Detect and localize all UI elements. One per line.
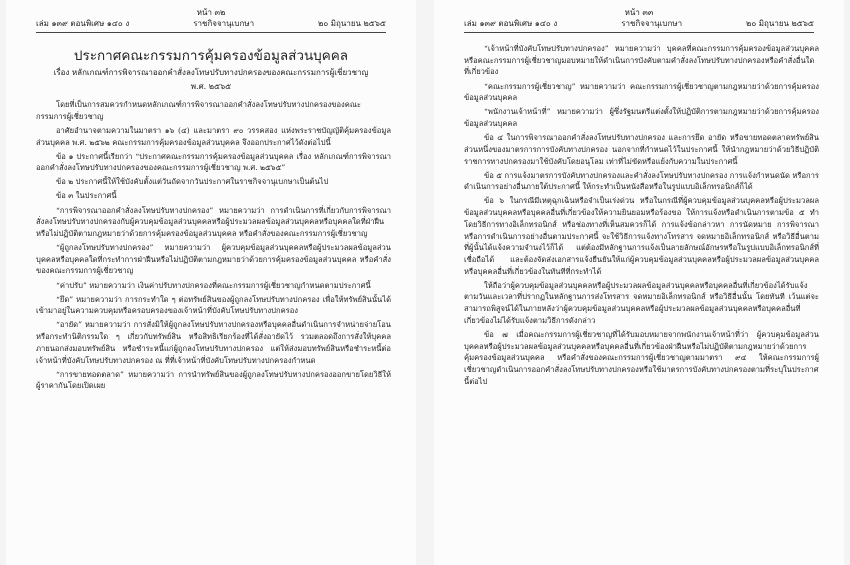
paragraph: “ผู้ถูกลงโทษปรับทางปกครอง” หมายความว่า ผู้ควบคุมข้อมูลส่วนบุคคลหรือผู้ประมวลผลข้อมูลส่วนบุคคลหรือบุคคลใดที่กระทำการฝ่าฝืนหรือไม่ปฏิบัติตามกฎหมายว่าด้วยการคุ้มครองข้อมูลส่วนบุคคล หรือคำสั่งของคณะกรรมการผู้เชี่ยวชาญ bbox=[36, 243, 391, 276]
gazette-header bbox=[36, 17, 386, 33]
paragraph: ให้ถือว่าผู้ควบคุมข้อมูลส่วนบุคคลหรือผู้ประมวลผลข้อมูลส่วนบุคคลหรือบุคคลอื่นที่เกี่ยวข้องได้รับแจ้งตามวันและเวลาที่ปรากฏในหลักฐานการส่งโทรสาร จดหมายอิเล็กทรอนิกส์ หรือวิธีอื่นนั้น โดยทันที เว้นแต่จะสามารถพิสูจน์ได้ในภายหลังว่าผู้ควบคุมข้อมูลส่วนบุคคลหรือผู้ประมวลผลข้อมูลส่วนบุคคลหรือบุคคลอื่นที่เกี่ยวข้องไม่ได้รับแจ้งตามวิธีการดังกล่าว bbox=[464, 280, 819, 325]
paragraph: อาศัยอำนาจตามความในมาตรา ๑๖ (๔) และมาตรา ๙๐ วรรคสอง แห่งพระราชบัญญัติคุ้มครองข้อมูลส่วนบุคคล พ.ศ. ๒๕๖๒ คณะกรรมการคุ้มครองข้อมูลส่วนบุคคล จึงออกประกาศไว้ดังต่อไปนี้ bbox=[36, 125, 391, 147]
paragraph: “การพิจารณาออกคำสั่งลงโทษปรับทางปกครอง” หมายความว่า การดำเนินการที่เกี่ยวกับการพิจารณาสั่งลงโทษปรับทางปกครองกับผู้ควบคุมข้อมูลส่วนบุคคลหรือผู้ประมวลผลข้อมูลส่วนบุคคลหรือบุคคลใดที่ฝ่าฝืนหรือไม่ปฏิบัติตามกฎหมายว่าด้วยการคุ้มครองข้อมูลส่วนบุคคล หรือคำสั่งของคณะกรรมการผู้เชี่ยวชาญ bbox=[36, 205, 391, 238]
paragraph: “ค่าปรับ” หมายความว่า เงินค่าปรับทางปกครองที่คณะกรรมการผู้เชี่ยวชาญกำหนดตามประกาศนี้ bbox=[56, 280, 371, 290]
paragraph: “การขายทอดตลาด” หมายความว่า การนำทรัพย์สินของผู้ถูกลงโทษปรับทางปกครองออกขายโดยวิธีให้ผู้ราคากันโดยเปิดเผย bbox=[36, 369, 391, 391]
announcement-year: พ.ศ. ๒๕๖๕ bbox=[190, 82, 232, 91]
publish-date: ๒๐ มิถุนายน ๒๕๖๕ bbox=[318, 19, 386, 28]
left-body bbox=[36, 99, 391, 394]
gazette-name: ราชกิจจานุเบกษา bbox=[193, 19, 255, 28]
gazette-header bbox=[464, 17, 814, 33]
gazette-name: ราชกิจจานุเบกษา bbox=[621, 19, 683, 28]
paragraph: ข้อ ๗ เมื่อคณะกรรมการผู้เชี่ยวชาญที่ได้รับมอบหมายจากพนักงานเจ้าหน้าที่ว่า ผู้ควบคุมข้อมูลส่วนบุคคลหรือผู้ประมวลผลข้อมูลส่วนบุคคลหรือบุคคลอื่นที่เกี่ยวข้องฝ่าฝืนหรือไม่ปฏิบัติตามกฎหมายว่าด้วยการคุ้มครองข้อมูลส่วนบุคคล หรือคำสั่งของคณะกรรมการผู้เชี่ยวชาญตามมาตรา ๙๔ ให้คณะกรรมการผู้เชี่ยวชาญดำเนินการออกคำสั่งลงโทษปรับทางปกครองหรือใช้มาตรการบังคับทางปกครองตามที่ระบุในประกาศนี้ต่อไป bbox=[464, 329, 819, 386]
page-number: หน้า ๓๒ bbox=[196, 8, 226, 17]
right-page bbox=[434, 0, 844, 565]
right-body bbox=[464, 43, 819, 390]
page-number: หน้า ๓๓ bbox=[624, 8, 654, 17]
paragraph: ข้อ ๑ ประกาศนี้เรียกว่า “ประกาศคณะกรรมการคุ้มครองข้อมูลส่วนบุคคล เรื่อง หลักเกณฑ์การพิจารณาออกคำสั่งลงโทษปรับทางปกครองของคณะกรรมการผู้เชี่ยวชาญ พ.ศ. ๒๕๖๕” bbox=[36, 151, 391, 173]
announcement-subject: เรื่อง หลักเกณฑ์การพิจารณาออกคำสั่งลงโทษปรับทางปกครองของคณะกรรมการผู้เชี่ยวชาญ bbox=[53, 68, 369, 77]
paragraph: ข้อ ๔ ในการพิจารณาออกคำสั่งลงโทษปรับทางปกครอง และการยึด อายัด หรือขายทอดตลาดทรัพย์สินส่วนหนึ่งของมาตรการการบังคับทางปกครอง นอกจากที่กำหนดไว้ในประกาศนี้ ให้นำกฎหมายว่าด้วยวิธีปฏิบัติราชการทางปกครองมาใช้บังคับโดยอนุโลม เท่าที่ไม่ขัดหรือแย้งกับความในประกาศนี้ bbox=[464, 133, 819, 166]
paragraph: “เจ้าหน้าที่บังคับโทษปรับทางปกครอง” หมายความว่า บุคคลที่คณะกรรมการคุ้มครองข้อมูลส่วนบุคคลหรือคณะกรรมการผู้เชี่ยวชาญมอบหมายให้ดำเนินการบังคับตามคำสั่งลงโทษปรับทางปกครองหรือคำสั่งอื่นใดที่เกี่ยวข้อง bbox=[464, 44, 819, 77]
paragraph: “อายัด” หมายความว่า การสั่งมิให้ผู้ถูกลงโทษปรับทางปกครองหรือบุคคลอื่นดำเนินการจำหน่ายจ่ายโอนหรือกระทำนิติกรรมใด ๆ เกี่ยวกับทรัพย์สิน หรือสิทธิเรียกร้องที่ได้สั่งอายัดไว้ รวมตลอดถึงการสั่งให้บุคคลภายนอกส่งมอบทรัพย์สิน หรือชำระหนี้แก่ผู้ถูกลงโทษปรับทางปกครอง แต่ให้ส่งมอบทรัพย์สินหรือชำระหนี้ต่อเจ้าหน้าที่บังคับโทษปรับทางปกครอง ณ ที่ที่เจ้าหน้าที่บังคับโทษปรับทางปกครองกำหนด bbox=[36, 320, 391, 365]
paragraph: ข้อ ๖ ในกรณีมีเหตุฉุกเฉินหรือจำเป็นเร่งด่วน หรือในกรณีที่ผู้ควบคุมข้อมูลส่วนบุคคลหรือผู้ประมวลผลข้อมูลส่วนบุคคลหรือบุคคลอื่นที่เกี่ยวข้องให้ความยินยอมหรือร้องขอ ให้การแจ้งหรือดำเนินการตามข้อ ๕ ทำโดยวิธีการทางอิเล็กทรอนิกส์ หรือช่องทางที่เห็นสมควรก็ได้ การแจ้งข้อกล่าวหา การนัดหมาย การพิจารณา หรือการดำเนินการอย่างอื่นตามประกาศนี้ จะใช้วิธีการแจ้งทางโทรสาร จดหมายอิเล็กทรอนิกส์ หรือวิธีอื่นตามที่ผู้นั้นได้แจ้งความจำนงไว้ก็ได้ แต่ต้องมีหลักฐานการแจ้งเป็นลายลักษณ์อักษรหรือในรูปแบบอิเล็กทรอนิกส์ที่เชื่อถือได้ และต้องจัดส่งเอกสารแจ้งยืนยันให้แก่ผู้ควบคุมข้อมูลส่วนบุคคลหรือผู้ประมวลผลข้อมูลส่วนบุคคลหรือบุคคลอื่นที่เกี่ยวข้องในทันทีที่กระทำได้ bbox=[464, 196, 819, 276]
publish-date: ๒๐ มิถุนายน ๒๕๖๕ bbox=[746, 19, 814, 28]
volume-info: เล่ม ๑๓๙ ตอนพิเศษ ๑๔๐ ง bbox=[464, 19, 558, 28]
paragraph: โดยที่เป็นการสมควรกำหนดหลักเกณฑ์การพิจารณาออกคำสั่งลงโทษปรับทางปกครองของคณะกรรมการผู้เชี่ยวชาญ bbox=[36, 100, 361, 121]
volume-info: เล่ม ๑๓๙ ตอนพิเศษ ๑๔๐ ง bbox=[36, 19, 130, 28]
paragraph: “ยึด” หมายความว่า การกระทำใด ๆ ต่อทรัพย์สินของผู้ถูกลงโทษปรับทางปกครอง เพื่อให้ทรัพย์สินนั้นได้เข้ามาอยู่ในความควบคุมหรือครอบครองของเจ้าหน้าที่บังคับโทษปรับทางปกครอง bbox=[36, 294, 391, 316]
announcement-title: ประกาศคณะกรรมการคุ้มครองข้อมูลส่วนบุคคล bbox=[73, 48, 349, 64]
paragraph: ข้อ ๕ การแจ้งมาตรการบังคับทางปกครองและคำสั่งลงโทษปรับทางปกครอง การแจ้งกำหนดนัด หรือการดำเนินการอย่างอื่นภายใต้ประกาศนี้ ให้กระทำเป็นหนังสือหรือในรูปแบบอิเล็กทรอนิกส์ก็ได้ bbox=[464, 170, 819, 192]
paragraph: ข้อ ๓ ในประกาศนี้ bbox=[56, 191, 117, 201]
paragraph: “พนักงานเจ้าหน้าที่” หมายความว่า ผู้ซึ่งรัฐมนตรีแต่งตั้งให้ปฏิบัติการตามกฎหมายว่าด้วยการคุ้มครองข้อมูลส่วนบุคคล bbox=[464, 107, 819, 128]
paragraph: “คณะกรรมการผู้เชี่ยวชาญ” หมายความว่า คณะกรรมการผู้เชี่ยวชาญตามกฎหมายว่าด้วยการคุ้มครองข้อมูลส่วนบุคคล bbox=[464, 81, 819, 103]
paragraph: ข้อ ๒ ประกาศนี้ให้ใช้บังคับตั้งแต่วันถัดจากวันประกาศในราชกิจจานุเบกษาเป็นต้นไป bbox=[56, 177, 329, 187]
left-page bbox=[6, 0, 416, 565]
